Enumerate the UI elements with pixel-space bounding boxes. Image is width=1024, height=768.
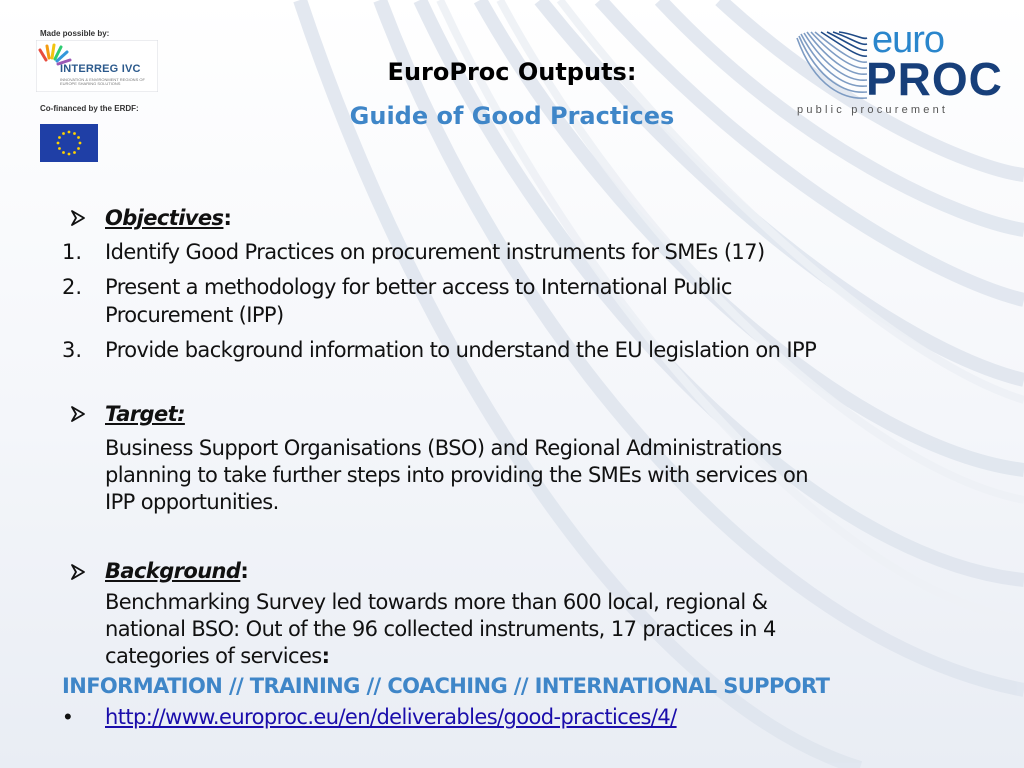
made-possible-label: Made possible by: bbox=[40, 29, 110, 38]
arrow-bullet-icon bbox=[70, 406, 86, 422]
objective-item-3: Provide background information to understand the EU legislation on IPP bbox=[105, 338, 817, 362]
arrow-bullet-icon bbox=[70, 564, 86, 580]
slide-subtitle: Guide of Good Practices bbox=[349, 102, 675, 130]
objective-item-2-cont: Procurement (IPP) bbox=[105, 303, 284, 327]
objectives-heading-line bbox=[105, 206, 231, 230]
slide-title: EuroProc Outputs: bbox=[387, 58, 637, 86]
eu-star bbox=[77, 147, 80, 150]
target-text-line-1: Business Support Organisations (BSO) and Regional Administrations bbox=[105, 436, 782, 460]
target-heading-line bbox=[105, 402, 185, 426]
objective-number-1: 1. bbox=[62, 240, 83, 264]
background-text-line-3 bbox=[105, 644, 329, 668]
eu-star bbox=[62, 151, 65, 154]
interreg-name: INTERREG IVC bbox=[60, 63, 141, 75]
eu-flag-icon bbox=[40, 124, 98, 162]
background-end-colon: : bbox=[321, 644, 330, 668]
target-text-line-2: planning to take further steps into providing the SMEs with services on bbox=[105, 463, 808, 487]
eu-star bbox=[68, 153, 71, 156]
background-heading-line bbox=[105, 559, 248, 583]
background-heading: Background bbox=[105, 559, 241, 583]
eu-star bbox=[58, 136, 61, 139]
background-colon: : bbox=[240, 559, 249, 583]
eu-star bbox=[73, 151, 76, 154]
background-text-line-3-text: categories of services bbox=[105, 644, 322, 668]
objective-item-2: Present a methodology for better access to International Public bbox=[105, 275, 732, 299]
eu-star bbox=[77, 136, 80, 139]
good-practices-link[interactable]: http://www.europroc.eu/en/deliverables/good-practices/4/ bbox=[105, 705, 677, 729]
eu-star bbox=[68, 131, 71, 134]
europroc-logo-euro: euro bbox=[872, 19, 945, 61]
target-text-line-3: IPP opportunities. bbox=[105, 490, 279, 514]
background-text-line-2: national BSO: Out of the 96 collected instruments, 17 practices in 4 bbox=[105, 617, 776, 641]
objective-item-1: Identify Good Practices on procurement instruments for SMEs (17) bbox=[105, 240, 765, 264]
eu-star bbox=[73, 132, 76, 135]
europroc-logo-proc: PROC bbox=[866, 53, 1003, 105]
objectives-heading: Objectives bbox=[105, 206, 224, 230]
eu-star bbox=[62, 132, 65, 135]
eu-star bbox=[58, 147, 61, 150]
link-bullet: • bbox=[64, 704, 72, 729]
interreg-tagline: INNOVATION & ENVIRONMENT REGIONS OF EUROPE SHARING SOLUTIONS bbox=[60, 77, 145, 86]
objective-number-3: 3. bbox=[62, 338, 83, 362]
service-categories: INFORMATION // TRAINING // COACHING // INTERNATIONAL SUPPORT bbox=[62, 674, 830, 698]
objective-number-2: 2. bbox=[62, 275, 83, 299]
eu-star bbox=[79, 142, 82, 145]
arrow-bullet-icon bbox=[70, 210, 86, 226]
target-heading: Target: bbox=[105, 402, 185, 426]
background-text-line-1: Benchmarking Survey led towards more than 600 local, regional & bbox=[105, 590, 768, 614]
eu-star bbox=[57, 142, 60, 145]
europroc-logo-subtitle: public procurement bbox=[797, 104, 949, 116]
objectives-colon: : bbox=[223, 206, 232, 230]
cofinanced-label: Co-financed by the ERDF: bbox=[40, 104, 139, 113]
